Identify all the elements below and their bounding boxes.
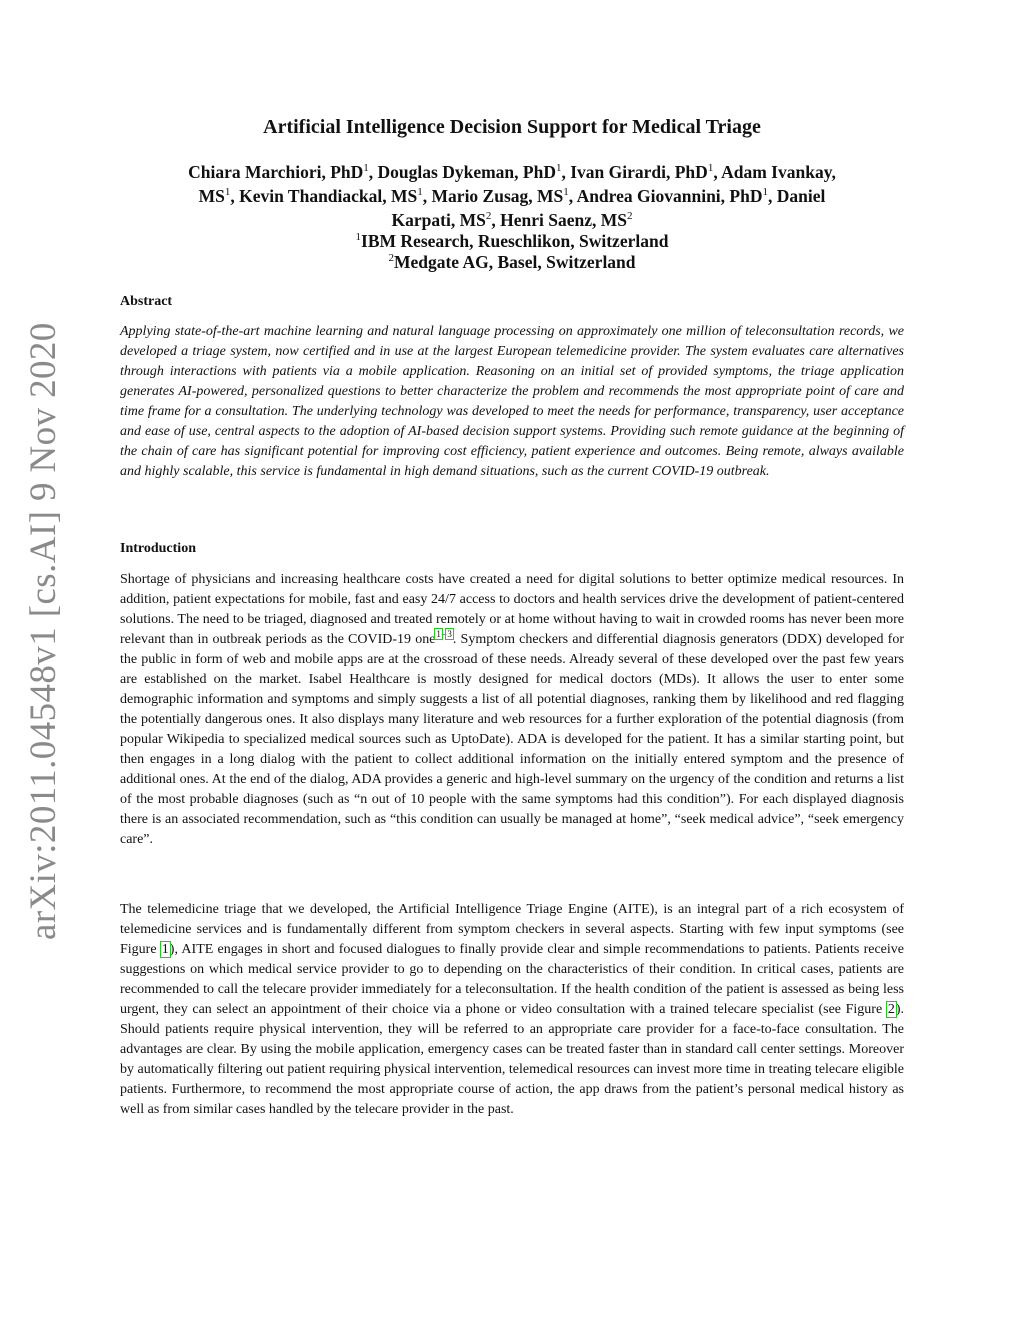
intro-paragraph-1	[120, 570, 904, 850]
paper-title: Artificial Intelligence Decision Support for Medical Triage	[263, 116, 761, 138]
citation-link[interactable]: 1	[436, 629, 441, 639]
affiliation-mark: 1	[363, 162, 369, 174]
author-name: , Kevin Thandiackal, MS	[230, 186, 418, 206]
abstract-text: Applying state-of-the-art machine learning and natural language processing on approximately one million of teleconsultation records, we developed a triage system, now certified and in use at the largest European telemedicine provider. The system evaluates care alternatives through interactions with patients via a mobile application. Reasoning on an initial set of provided symptoms, the triage application generates AI-powered, personalized questions to better characterize the problem and recommends the most appropriate point of care and time frame for a consultation. The underlying technology was developed to meet the needs for performance, transparency, user acceptance and ease of use, central aspects to the adoption of AI-based decision support systems. Providing such remote guidance at the beginning of the chain of care has significant potential for improving cost efficiency, patient experience and outcomes. Being remote, always available and highly scalable, this service is fundamental in high demand situations, such as the current COVID-19 outbreak.	[120, 324, 904, 479]
citation-link[interactable]: 3	[447, 629, 452, 639]
affiliation-mark: 2	[388, 252, 394, 264]
author-name: , Andrea Giovannini, PhD	[568, 186, 763, 206]
author-name: Chiara Marchiori, PhD	[188, 162, 364, 182]
affiliation-2	[120, 251, 904, 273]
arxiv-stamp: arXiv:2011.04548v1 [cs.AI] 9 Nov 2020	[23, 322, 64, 940]
figure-1-link[interactable]: 1	[161, 942, 169, 957]
affiliation-mark: 1	[224, 186, 231, 198]
intro-paragraph-2	[120, 900, 904, 1120]
author-name: , Douglas Dykeman, PhD	[368, 162, 556, 182]
author-name: , Ivan Girardi, PhD	[561, 162, 708, 182]
affiliation-mark: 2	[626, 210, 633, 222]
author-name: , Daniel	[767, 186, 826, 206]
affiliation-text: IBM Research, Rueschlikon, Switzerland	[361, 231, 669, 251]
affiliation-mark: 1	[555, 162, 562, 174]
affiliation-mark: 1	[707, 162, 714, 174]
affiliation-mark: 1	[563, 186, 569, 198]
author-name: MS	[198, 186, 225, 206]
author-name: Karpati, MS	[391, 210, 486, 230]
paragraph-text: ), AITE engages in short and focused dialogues to finally provide clear and simple recommendations to patients. Patients receive suggestions on which medical service provider to go to depending on the characteristics of their condition. In critical cases, patients are recommended to call the telecare provider immediately for a teleconsultation. If the health condition of the patient is assessed as being less urgent, they can select an appointment of their choice via a phone or video consultation with a trained telecare specialist (see Figure	[120, 942, 904, 1017]
author-name: , Mario Zusag, MS	[422, 186, 564, 206]
citation-dash: –	[441, 629, 447, 639]
affiliation-mark: 1	[417, 186, 423, 198]
affiliation-mark: 2	[485, 210, 492, 222]
figure-2-link[interactable]: 2	[887, 1002, 895, 1017]
affiliation-mark: 1	[355, 231, 362, 243]
introduction-heading: Introduction	[120, 541, 196, 556]
affiliation-text: Medgate AG, Basel, Switzerland	[393, 252, 636, 272]
paragraph-text: The telemedicine triage that we developed, the Artificial Intelligence Triage Engine (AITE), is an integral part of a rich ecosystem of telemedicine services and is fundamentally different from symptom checkers in several aspects. Starting with few input symptoms (see Figure	[120, 902, 904, 957]
author-list	[120, 160, 904, 232]
affiliation-1	[120, 230, 904, 252]
author-name: , Adam Ivankay,	[713, 162, 836, 182]
abstract-heading: Abstract	[120, 294, 173, 309]
citation-1-3[interactable]	[435, 629, 453, 639]
author-name: , Henri Saenz, MS	[491, 210, 627, 230]
paragraph-text: ). Should patients require physical intervention, they will be referred to an appropriate care provider for a face-to-face consultation. The advantages are clear. By using the mobile application, emergency cases can be treated faster than in standard call center settings. Moreover by automatically filtering out patient requiring physical intervention, telemedical resources can invest more time in treating telecare eligible patients. Furthermore, to recommend the most appropriate course of action, the app draws from the patient’s personal medical history as well as from similar cases handled by the telecare provider in the past.	[120, 1002, 904, 1117]
paragraph-text: Shortage of physicians and increasing healthcare costs have created a need for digital solutions to better optimize medical resources. In addition, patient expectations for mobile, fast and easy 24/7 access to doctors and health services drive the development of patient-centered solutions. The need to be triaged, diagnosed and treated remotely or at home without having to wait in crowded rooms has never been more relevant than in outbreak periods as the COVID-19 one	[120, 572, 904, 647]
affiliation-mark: 1	[762, 186, 768, 198]
paragraph-text: . Symptom checkers and differential diagnosis generators (DDX) developed for the public in form of web and mobile apps are at the crossroad of these needs. Already several of these developed over the past few years are established on the market. Isabel Healthcare is mostly designed for medical doctors (MDs). It allows the user to enter some demographic information and symptoms and simply suggests a list of all potential diagnoses, ranking them by likelihood and red flagging the potentially dangerous ones. It also displays many literature and web resources for a further exploration of the potential diagnosis (from popular Wikipedia to specialized medical sources such as UptoDate). ADA is developed for the patient. It has a similar starting point, but then engages in a long dialog with the patient to collect additional information on the initially entered symptom and the presence of additional ones. At the end of the dialog, ADA provides a generic and high-level summary on the urgency of the condition and returns a list of the most probable diagnoses (such as “n out of 10 people with the same symptoms had this condition”). For each displayed diagnosis there is an associated recommendation, such as “this condition can usually be managed at home”, “seek medical advice”, “seek emergency care”.	[120, 632, 904, 847]
